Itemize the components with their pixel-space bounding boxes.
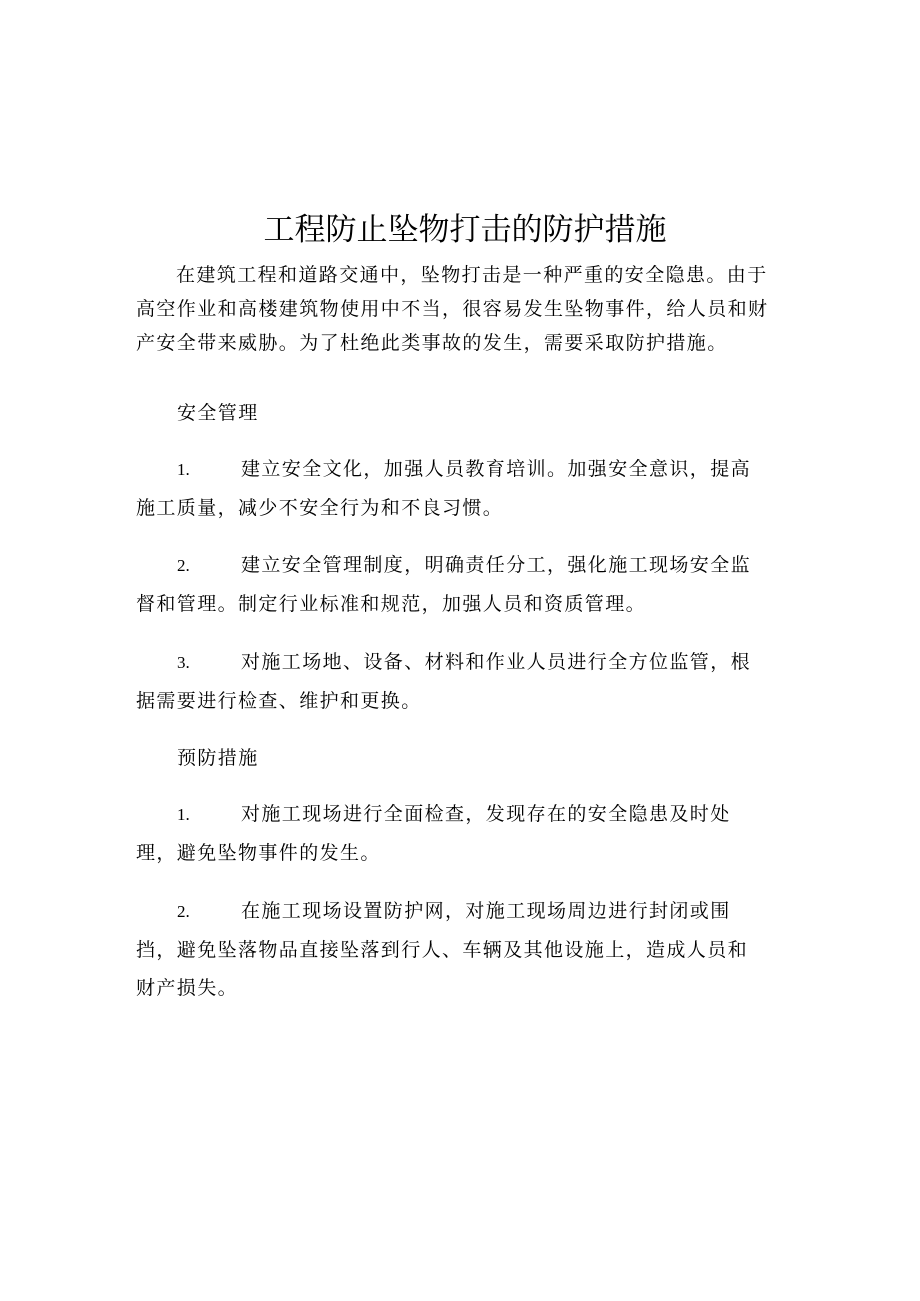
section-heading-safety-management: 安全管理 (177, 402, 259, 424)
list-item (136, 546, 766, 623)
list-item-number: 3. (177, 653, 190, 672)
list-item (136, 450, 766, 527)
list-item (136, 643, 766, 720)
document-title: 工程防止坠物打击的防护措施 (263, 212, 667, 248)
list-item-number: 1. (177, 805, 190, 824)
list-item-text: 建立安全文化，加强人员教育培训。加强安全意识，提高施工质量，减少不安全行为和不良习惯。 (136, 458, 752, 519)
list-item-number: 1. (177, 460, 190, 479)
list-item-text: 在施工现场设置防护网，对施工现场周边进行封闭或围挡，避免坠落物品直接坠落到行人、车辆及其他设施上，造成人员和财产损失。 (136, 900, 749, 999)
list-item-number: 2. (177, 556, 190, 575)
intro-paragraph: 在建筑工程和道路交通中，坠物打击是一种严重的安全隐患。由于高空作业和高楼建筑物使用中不当，很容易发生坠物事件，给人员和财产安全带来威胁。为了杜绝此类事故的发生，需要采取防护措施。 (136, 264, 769, 354)
list-item (136, 892, 766, 1007)
list-item-text: 建立安全管理制度，明确责任分工，强化施工现场安全监督和管理。制定行业标准和规范，加强人员和资质管理。 (136, 554, 752, 615)
list-item-text: 对施工现场进行全面检查，发现存在的安全隐患及时处理，避免坠物事件的发生。 (136, 803, 731, 864)
list-item-number: 2. (177, 902, 190, 921)
list-item (136, 795, 766, 872)
list-item-text: 对施工场地、设备、材料和作业人员进行全方位监管，根据需要进行检查、维护和更换。 (136, 651, 752, 712)
section-heading-prevention-measures: 预防措施 (177, 747, 259, 769)
